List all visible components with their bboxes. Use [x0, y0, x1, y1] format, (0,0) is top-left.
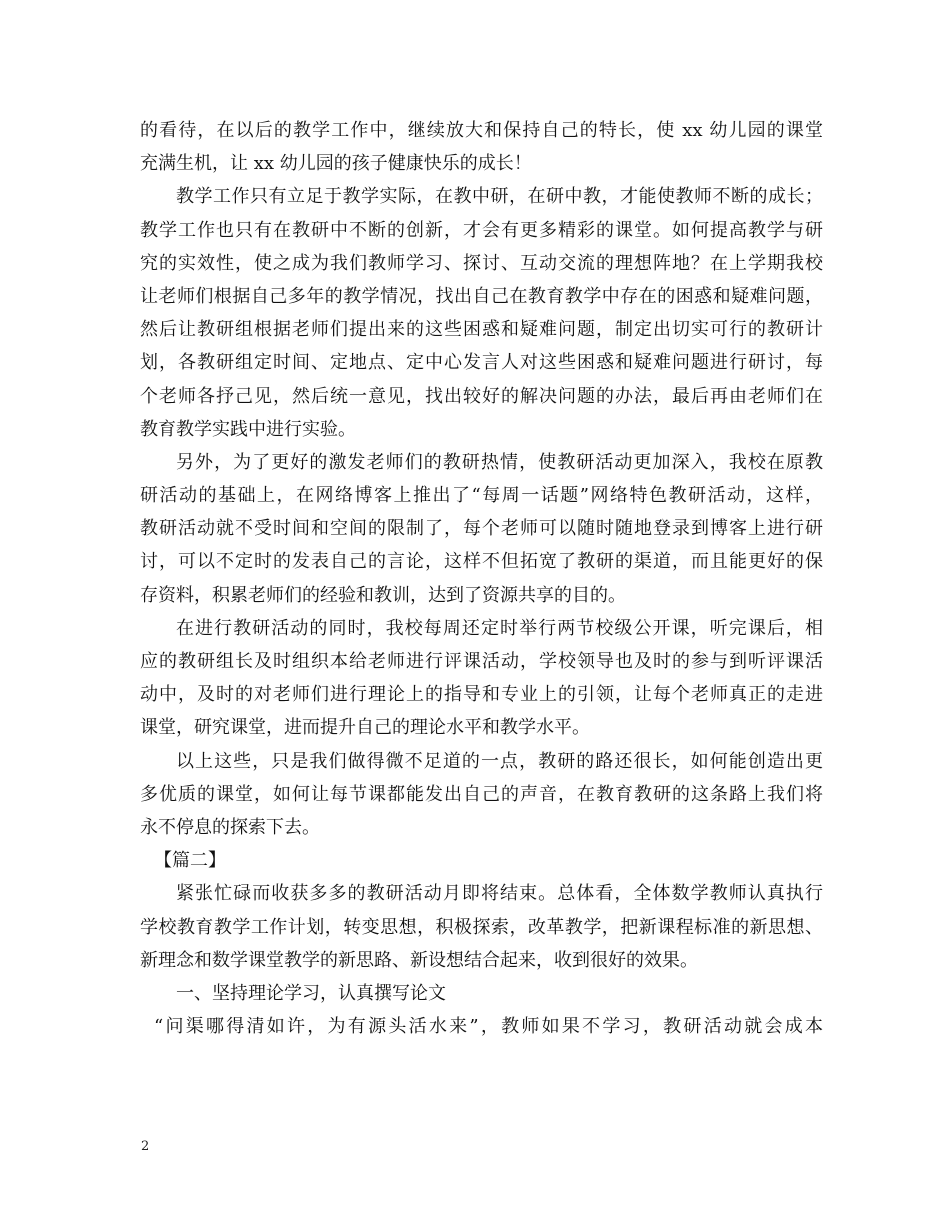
- text-line: 紧张忙碌而收获多多的教研活动月即将结束。总体看，全体数学教师认真执行: [176, 883, 823, 905]
- paragraph: [140, 1010, 823, 1043]
- text-line: 教育教学实践中进行实验。: [140, 418, 356, 440]
- text-line: 讨，可以不定时的发表自己的言论，这样不但拓宽了教研的渠道，而且能更好的保: [140, 551, 823, 573]
- text-line: 教学工作也只有在教研中不断的创新，才会有更多精彩的课堂。如何提高教学与研: [140, 219, 823, 241]
- page-number: 2: [141, 1139, 150, 1154]
- paragraph: [140, 446, 823, 612]
- text-line: 一、坚持理论学习，认真撰写论文: [176, 982, 446, 1004]
- text-line: 存资料，积累老师们的经验和教训，达到了资源共享的目的。: [140, 584, 626, 606]
- paragraph: [140, 977, 823, 1010]
- paragraph: [140, 844, 823, 877]
- text-line: 划，各教研组定时间、定地点、定中心发言人对这些困惑和疑难问题进行研讨，每: [140, 352, 823, 374]
- text-line: 教学工作只有立足于教学实际，在教中研，在研中教，才能使教师不断的成长；: [176, 186, 823, 208]
- text-line: 让老师们根据自己多年的教学情况，找出自己在教育教学中存在的困惑和疑难问题，: [140, 285, 823, 307]
- text-line: 课堂，研究课堂，进而提升自己的理论水平和教学水平。: [140, 717, 590, 739]
- text-line: 研活动的基础上，在网络博客上推出了“每周一话题”网络特色教研活动，这样，: [140, 485, 823, 507]
- text-line: 个老师各抒己见，然后统一意见，找出较好的解决问题的办法，最后再由老师们在: [140, 385, 823, 407]
- text-line: 永不停息的探索下去。: [140, 816, 320, 838]
- text-line: 【篇二】: [154, 850, 226, 872]
- paragraph: [140, 877, 823, 977]
- text-line: 另外，为了更好的激发老师们的教研热情，使教研活动更加深入，我校在原教: [176, 451, 823, 473]
- paragraph: [140, 180, 823, 446]
- text-line: 教研活动就不受时间和空间的限制了，每个老师可以随时随地登录到博客上进行研: [140, 518, 823, 540]
- text-line: 然后让教研组根据老师们提出来的这些困惑和疑难问题，制定出切实可行的教研计: [140, 319, 823, 341]
- paragraph: [140, 612, 823, 745]
- text-line: 动中，及时的对老师们进行理论上的指导和专业上的引领，让每个老师真正的走进: [140, 684, 823, 706]
- text-line: “问渠哪得清如许，为有源头活水来”，教师如果不学习，教研活动就会成本: [154, 1016, 823, 1038]
- text-line: 学校教育教学工作计划，转变思想，积极探索，改革教学，把新课程标准的新思想、: [140, 916, 823, 938]
- text-line: 究的实效性，使之成为我们教师学习、探讨、互动交流的理想阵地？在上学期我校: [140, 252, 823, 274]
- text-line: 应的教研组长及时组织本给老师进行评课活动，学校领导也及时的参与到听评课活: [140, 651, 823, 672]
- text-line: 以上这些，只是我们做得微不足道的一点，教研的路还很长，如何能创造出更: [176, 750, 823, 772]
- document-body: [140, 114, 823, 1043]
- text-line: 充满生机，让 xx 幼儿园的孩子健康快乐的成长！: [140, 153, 532, 175]
- text-line: 在进行教研活动的同时，我校每周还定时举行两节校级公开课，听完课后，相: [176, 617, 823, 639]
- text-line: 的看待，在以后的教学工作中，继续放大和保持自己的特长，使 xx 幼儿园的课堂: [140, 120, 823, 141]
- paragraph: [140, 114, 823, 180]
- text-line: 新理念和数学课堂教学的新思路、新设想结合起来，收到很好的效果。: [140, 949, 698, 971]
- paragraph: [140, 745, 823, 845]
- text-line: 多优质的课堂，如何让每节课都能发出自己的声音，在教育教研的这条路上我们将: [140, 783, 823, 805]
